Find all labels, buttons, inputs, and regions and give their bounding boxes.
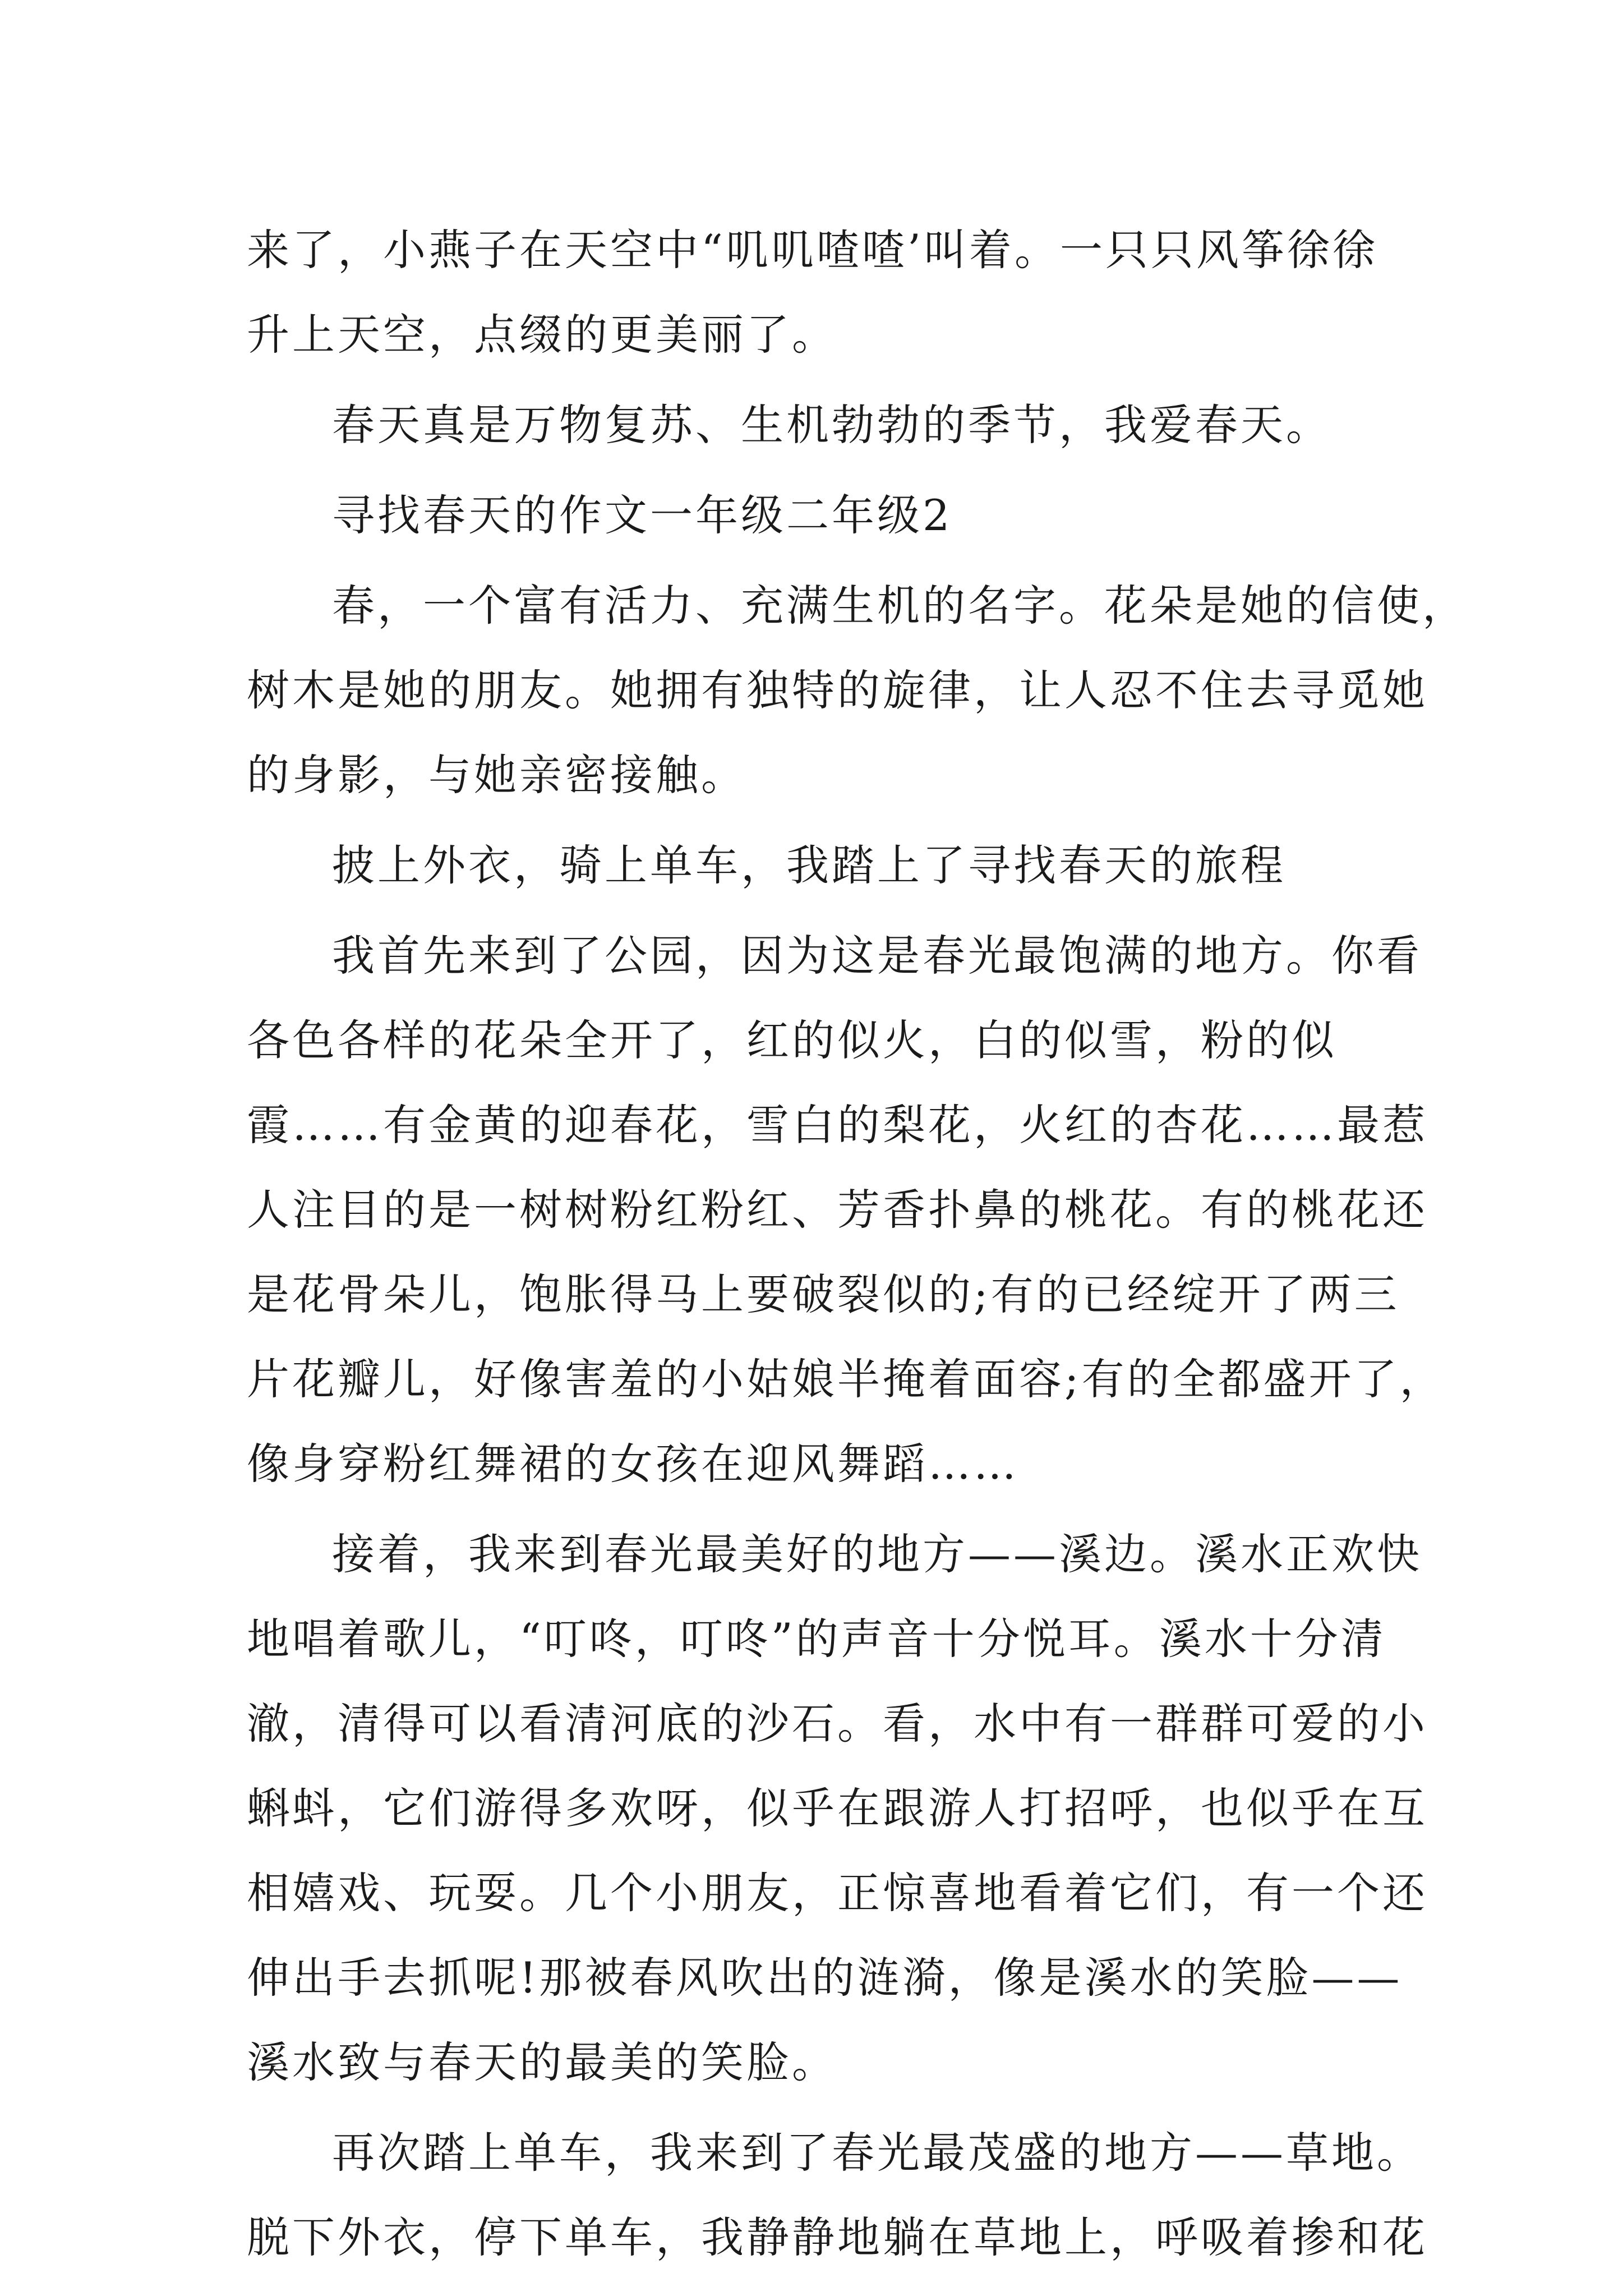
paragraph-gap — [247, 558, 1374, 563]
paragraph-gap — [247, 908, 1374, 913]
text-line: 澈，清得可以看清河底的沙石。看，水中有一群群可爱的小 — [247, 1699, 1428, 1749]
text-line: 溪水致与春天的最美的笑脸。 — [247, 2037, 837, 2087]
text-line: 披上外衣，骑上单车，我踏上了寻找春天的旅程 — [332, 840, 1286, 890]
paragraph-gap — [247, 377, 1374, 383]
text-line: 来了，小燕子在天空中“叽叽喳喳’叫着。一只只风筝徐徐 — [247, 225, 1378, 275]
paragraph-gap — [247, 817, 1374, 823]
text-line: 树木是她的朋友。她拥有独特的旋律，让人忍不住去寻觅她 — [247, 665, 1428, 715]
text-line: 蝌蚪，它们游得多欢呀，似乎在跟游人打招呼，也似乎在互 — [247, 1783, 1428, 1833]
text-line: 地唱着歌儿，“叮咚，叮咚”的声音十分悦耳。溪水十分清 — [247, 1614, 1386, 1664]
text-line: 各色各样的花朵全开了，红的似火，白的似雪，粉的似 — [247, 1015, 1337, 1065]
text-line: 相嬉戏、玩耍。几个小朋友，正惊喜地看着它们，有一个还 — [247, 1868, 1428, 1918]
text-line: 片花瓣儿，好像害羞的小姑娘半掩着面容;有的全都盛开了， — [247, 1354, 1445, 1404]
essay-body — [247, 208, 1468, 2280]
text-line: 接着，我来到春光最美好的地方——溪边。溪水正欢快 — [332, 1529, 1422, 1579]
text-line: 再次踏上单车，我来到了春光最茂盛的地方——草地。 — [332, 2128, 1422, 2178]
text-line: 脱下外衣，停下单车，我静静地躺在草地上，呼吸着掺和花 — [247, 2212, 1428, 2262]
text-line: 是花骨朵儿，饱胀得马上要破裂似的;有的已经绽开了两三 — [247, 1269, 1400, 1319]
paragraph-gap — [247, 1506, 1374, 1512]
text-line: 人注目的是一树树粉红粉红、芳香扑鼻的桃花。有的桃花还 — [247, 1185, 1428, 1235]
text-line: 的身影，与她亲密接触。 — [247, 750, 746, 800]
paragraph-gap — [247, 467, 1374, 473]
text-line: 伸出手去抓呢!那被春风吹出的涟漪，像是溪水的笑脸—— — [247, 1953, 1403, 2003]
text-line: 春，一个富有活力、充满生机的名字。花朵是她的信使， — [332, 581, 1468, 631]
text-line: 寻找春天的作文一年级二年级2 — [332, 490, 953, 540]
text-line: 我首先来到了公园，因为这是春光最饱满的地方。你看 — [332, 931, 1422, 981]
text-line: 春天真是万物复苏、生机勃勃的季节，我爱春天。 — [332, 400, 1331, 450]
paragraph-gap — [247, 2105, 1374, 2110]
text-line: 升上天空，点缀的更美丽了。 — [247, 310, 837, 360]
text-line: 霞……有金黄的迎春花，雪白的梨花，火红的杏花……最惹 — [247, 1100, 1428, 1150]
text-line: 像身穿粉红舞裙的女孩在迎风舞蹈…… — [247, 1439, 1019, 1489]
